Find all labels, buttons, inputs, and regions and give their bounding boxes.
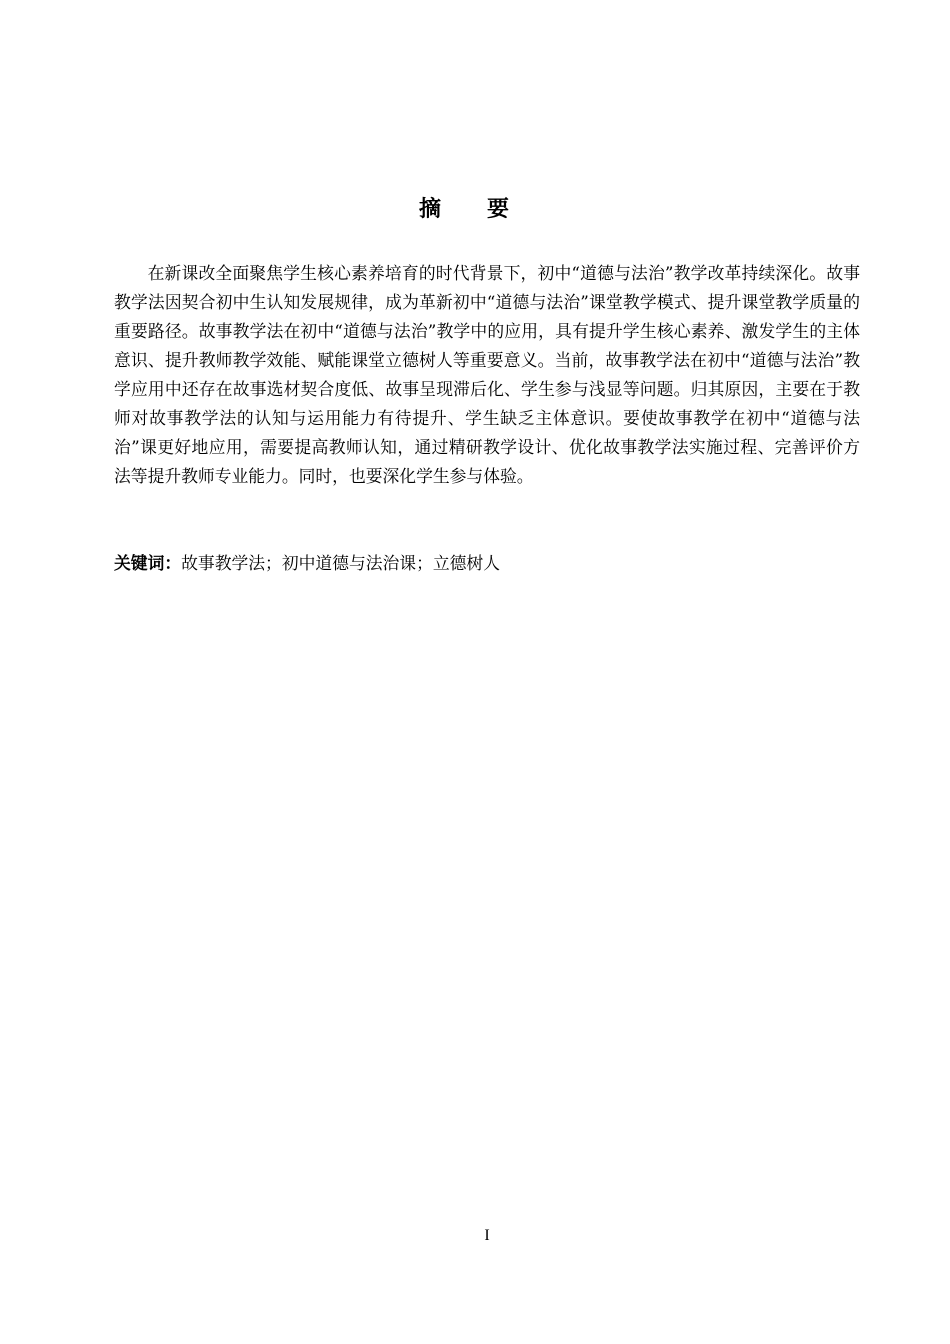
keywords-line bbox=[114, 549, 860, 578]
abstract-title: 摘要 bbox=[418, 197, 555, 222]
keywords-label: 关键词： bbox=[114, 553, 182, 573]
keywords-text: 故事教学法；初中道德与法治课；立德树人 bbox=[181, 553, 500, 573]
abstract-paragraph: 在新课改全面聚焦学生核心素养培育的时代背景下，初中“道德与法治”教学改革持续深化。故事教学法因契合初中生认知发展规律，成为革新初中“道德与法治”课堂教学模式、提升课堂教学质量的重要路径。故事教学法在初中“道德与法治”教学中的应用，具有提升学生核心素养、激发学生的主体意识、提升教师教学效能、赋能课堂立德树人等重要意义。当前，故事教学法在初中“道德与法治”教学应用中还存在故事选材契合度低、故事呈现滞后化、学生参与浅显等问题。归其原因，主要在于教师对故事教学法的认知与运用能力有待提升、学生缺乏主体意识。要使故事教学在初中“道德与法治”课更好地应用，需要提高教师认知，通过精研教学设计、优化故事教学法实施过程、完善评价方法等提升教师专业能力。同时，也要深化学生参与体验。 bbox=[114, 263, 860, 486]
page-number: I bbox=[484, 1227, 490, 1244]
